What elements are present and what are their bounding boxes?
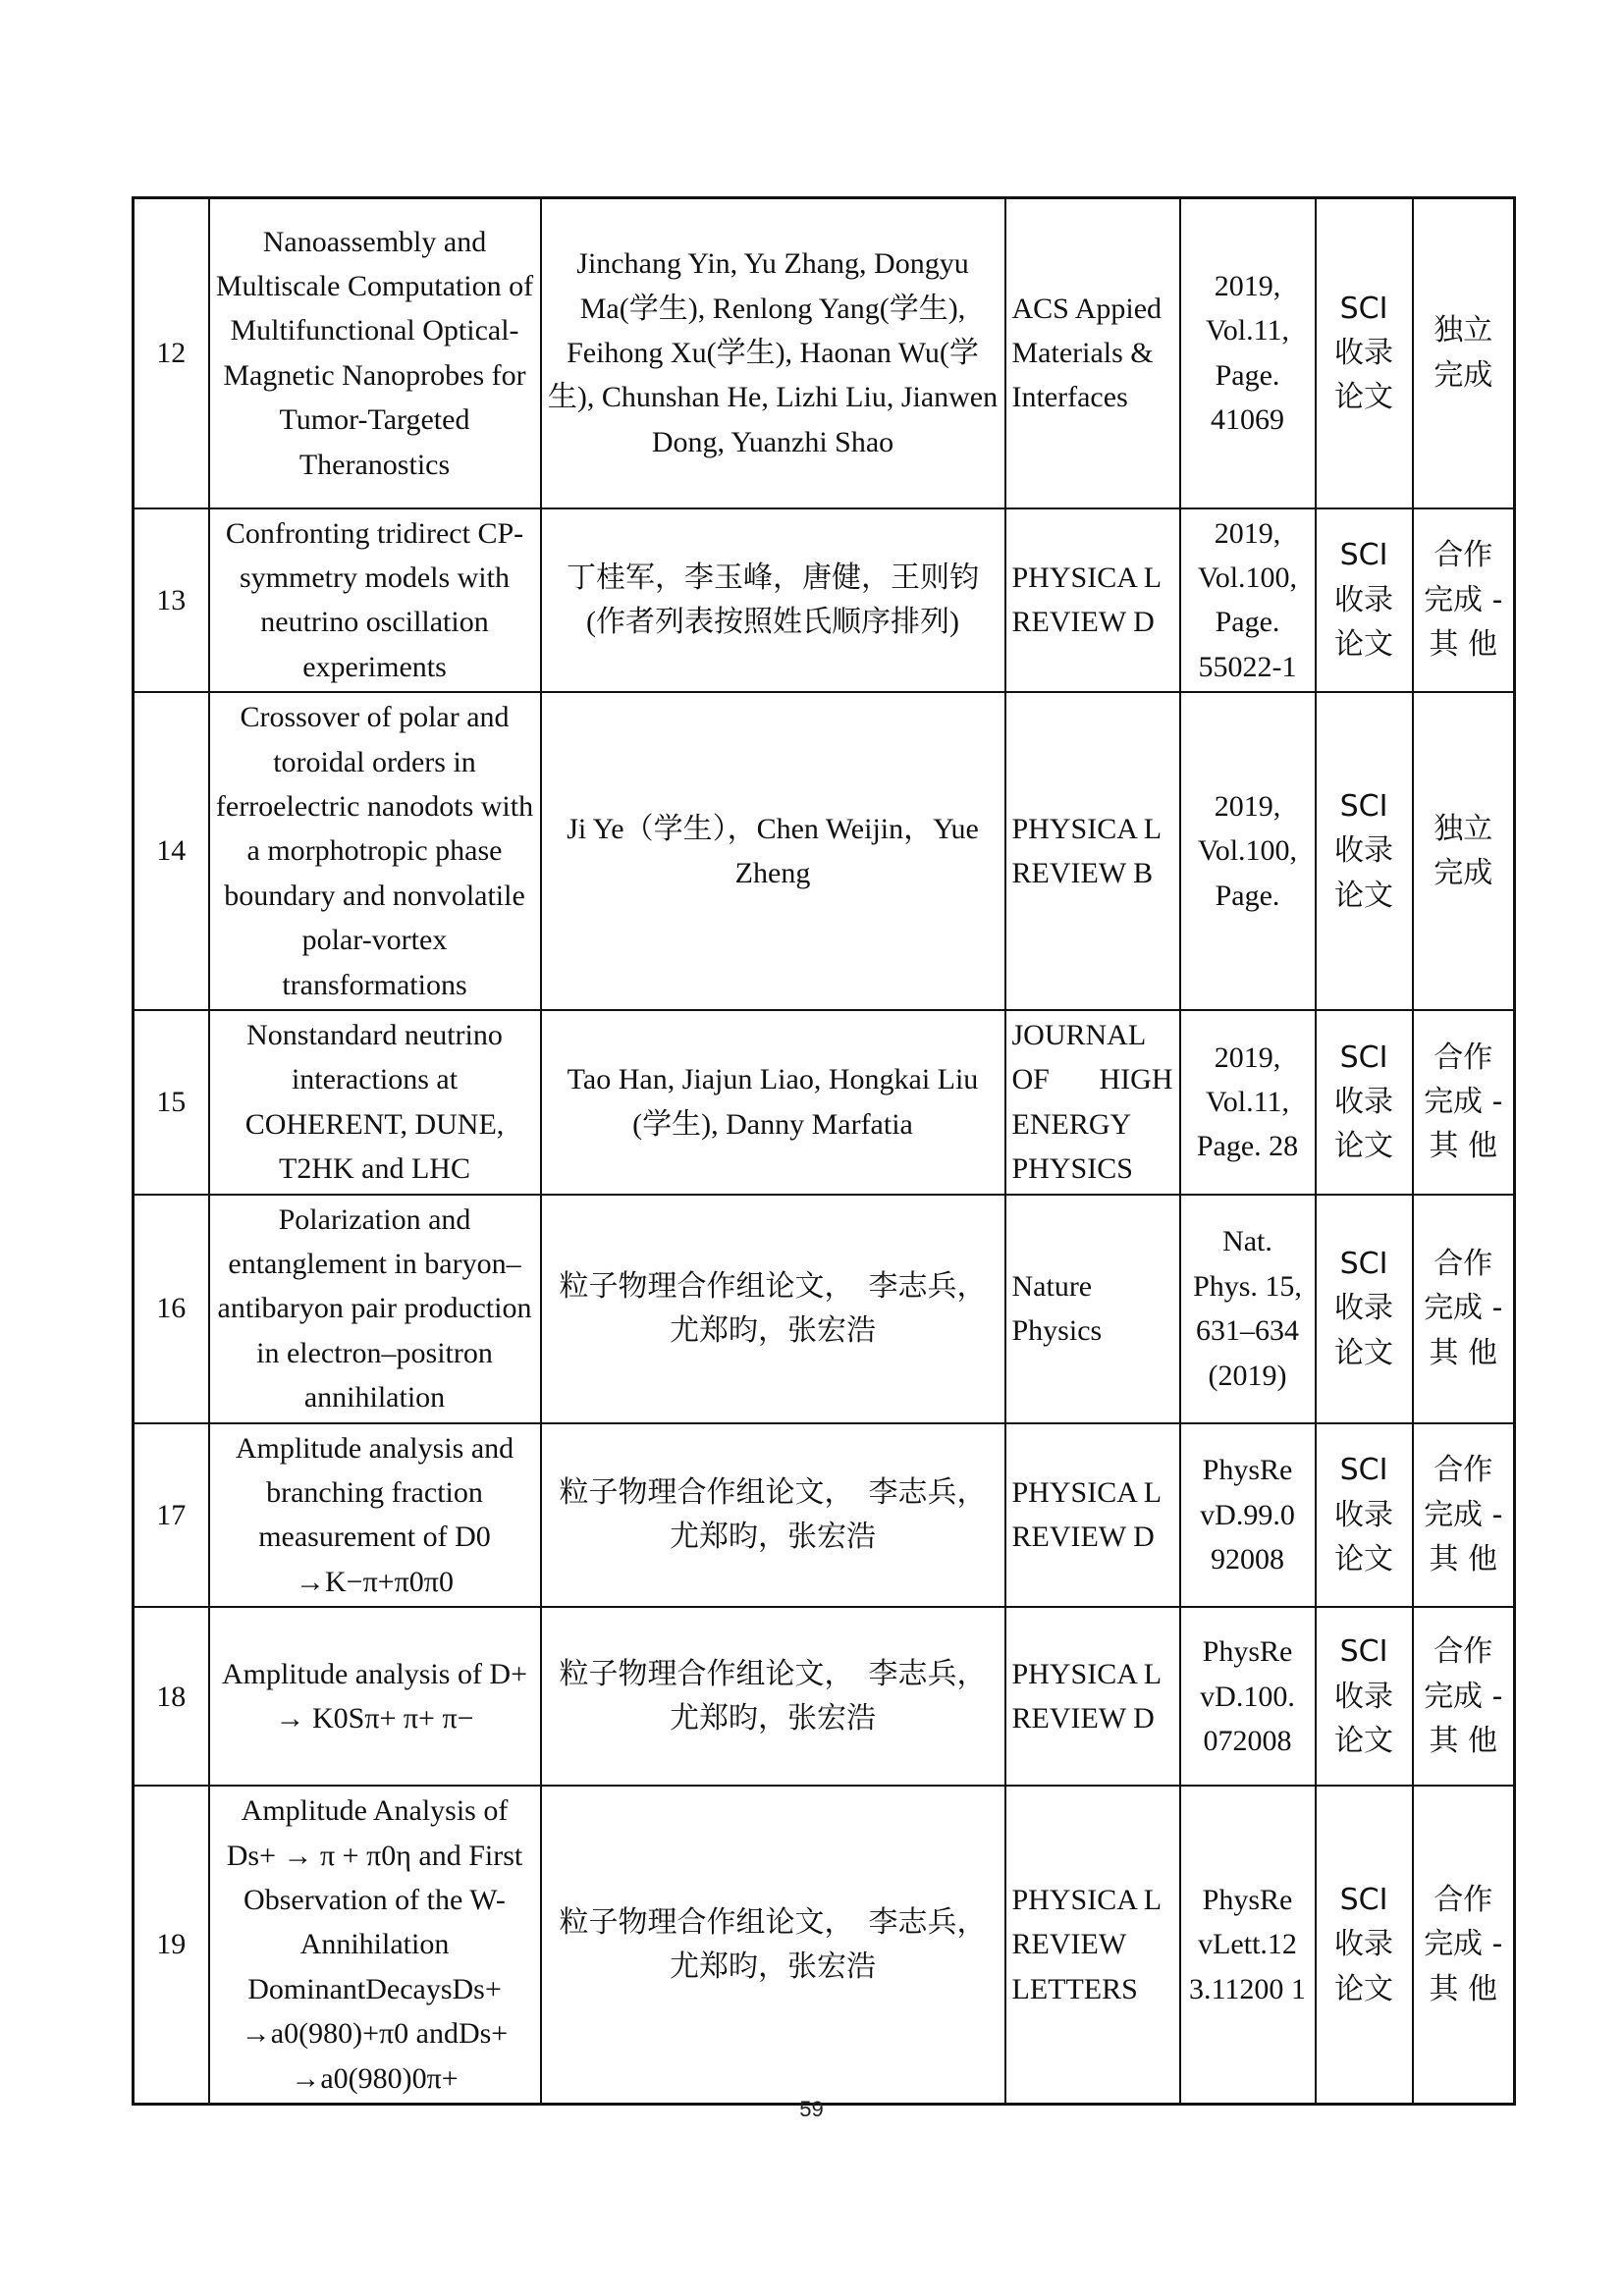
completion-mode: 合作 完成 -其 他 — [1413, 1195, 1515, 1423]
row-number: 12 — [134, 198, 209, 508]
paper-authors: 粒子物理合作组论文， 李志兵，尤郑昀，张宏浩 — [541, 1423, 1005, 1608]
table-row — [134, 1607, 1515, 1786]
volume-info: PhysRe vLett.12 3.11200 1 — [1180, 1786, 1316, 2104]
completion-mode: 合作 完成 -其 他 — [1413, 1423, 1515, 1608]
paper-authors: Tao Han, Jiajun Liao, Hongkai Liu (学生), Danny Marfatia — [541, 1010, 1005, 1195]
journal-name: ACS Appied Materials & Interfaces — [1005, 198, 1180, 508]
index-type: SCI 收录 论文 — [1316, 198, 1413, 508]
row-number: 15 — [134, 1010, 209, 1195]
journal-name: PHYSICA L REVIEW LETTERS — [1005, 1786, 1180, 2104]
volume-info: 2019, Vol.11, Page. 28 — [1180, 1010, 1316, 1195]
volume-info: Nat. Phys. 15, 631–634 (2019) — [1180, 1195, 1316, 1423]
index-type: SCI 收录 论文 — [1316, 1607, 1413, 1786]
journal-name: PHYSICA L REVIEW B — [1005, 692, 1180, 1010]
volume-info: 2019, Vol.100, Page. — [1180, 692, 1316, 1010]
row-number: 18 — [134, 1607, 209, 1786]
paper-authors: 粒子物理合作组论文， 李志兵，尤郑昀，张宏浩 — [541, 1607, 1005, 1786]
journal-name: PHYSICA L REVIEW D — [1005, 508, 1180, 693]
paper-title: Confronting tridirect CP-symmetry models with neutrino oscillation experiments — [209, 508, 541, 693]
completion-mode: 独立 完成 — [1413, 198, 1515, 508]
completion-mode: 合作 完成 -其 他 — [1413, 1786, 1515, 2104]
index-type: SCI 收录 论文 — [1316, 692, 1413, 1010]
row-number: 19 — [134, 1786, 209, 2104]
journal-name: PHYSICA L REVIEW D — [1005, 1607, 1180, 1786]
index-type: SCI 收录 论文 — [1316, 1423, 1413, 1608]
table-row — [134, 198, 1515, 508]
table-row — [134, 1423, 1515, 1608]
journal-name: Nature Physics — [1005, 1195, 1180, 1423]
row-number: 13 — [134, 508, 209, 693]
completion-mode: 合作 完成 -其 他 — [1413, 1010, 1515, 1195]
paper-title: Amplitude analysis of D+ → K0Sπ+ π+ π− — [209, 1607, 541, 1786]
paper-authors: Jinchang Yin, Yu Zhang, Dongyu Ma(学生), Renlong Yang(学生), Feihong Xu(学生), Haonan Wu(学生), Chunshan He, Lizhi Liu, Jianwen Dong, Yuanzhi Shao — [541, 198, 1005, 508]
paper-title: Amplitude analysis and branching fraction measurement of D0 →K−π+π0π0 — [209, 1423, 541, 1608]
table-row — [134, 1786, 1515, 2104]
table-row — [134, 508, 1515, 693]
row-number: 16 — [134, 1195, 209, 1423]
index-type: SCI 收录 论文 — [1316, 1786, 1413, 2104]
volume-info: PhysRe vD.99.0 92008 — [1180, 1423, 1316, 1608]
volume-info: PhysRe vD.100. 072008 — [1180, 1607, 1316, 1786]
table-row — [134, 1010, 1515, 1195]
publications-table — [132, 196, 1516, 2106]
page-number: 59 — [799, 2097, 824, 2121]
row-number: 17 — [134, 1423, 209, 1608]
paper-title: Polarization and entanglement in baryon–antibaryon pair production in electron–positron annihilation — [209, 1195, 541, 1423]
paper-title: Amplitude Analysis of Ds+ → π + π0η and First Observation of the W-Annihilation DominantDecaysDs+ →a0(980)+π0 andDs+ →a0(980)0π+ — [209, 1786, 541, 2104]
paper-authors: 粒子物理合作组论文， 李志兵，尤郑昀，张宏浩 — [541, 1786, 1005, 2104]
volume-info: 2019, Vol.100, Page. 55022-1 — [1180, 508, 1316, 693]
paper-title: Crossover of polar and toroidal orders in ferroelectric nanodots with a morphotropic phase boundary and nonvolatile polar-vortex transformations — [209, 692, 541, 1010]
volume-info: 2019, Vol.11, Page. 41069 — [1180, 198, 1316, 508]
index-type: SCI 收录 论文 — [1316, 1195, 1413, 1423]
index-type: SCI 收录 论文 — [1316, 508, 1413, 693]
paper-title: Nonstandard neutrino interactions at COHERENT, DUNE, T2HK and LHC — [209, 1010, 541, 1195]
table-row — [134, 1195, 1515, 1423]
table-row — [134, 692, 1515, 1010]
journal-name: PHYSICA L REVIEW D — [1005, 1423, 1180, 1608]
journal-name: JOURNAL OF HIGH ENERGY PHYSICS — [1005, 1010, 1180, 1195]
paper-title: Nanoassembly and Multiscale Computation of Multifunctional Optical-Magnetic Nanoprobes for Tumor-Targeted Theranostics — [209, 198, 541, 508]
paper-authors: Ji Ye（学生），Chen Weijin，Yue Zheng — [541, 692, 1005, 1010]
index-type: SCI 收录 论文 — [1316, 1010, 1413, 1195]
row-number: 14 — [134, 692, 209, 1010]
paper-authors: 丁桂军，李玉峰，唐健，王则钧(作者列表按照姓氏顺序排列) — [541, 508, 1005, 693]
paper-authors: 粒子物理合作组论文， 李志兵，尤郑昀，张宏浩 — [541, 1195, 1005, 1423]
completion-mode: 独立 完成 — [1413, 692, 1515, 1010]
completion-mode: 合作 完成 -其 他 — [1413, 508, 1515, 693]
completion-mode: 合作 完成 -其 他 — [1413, 1607, 1515, 1786]
